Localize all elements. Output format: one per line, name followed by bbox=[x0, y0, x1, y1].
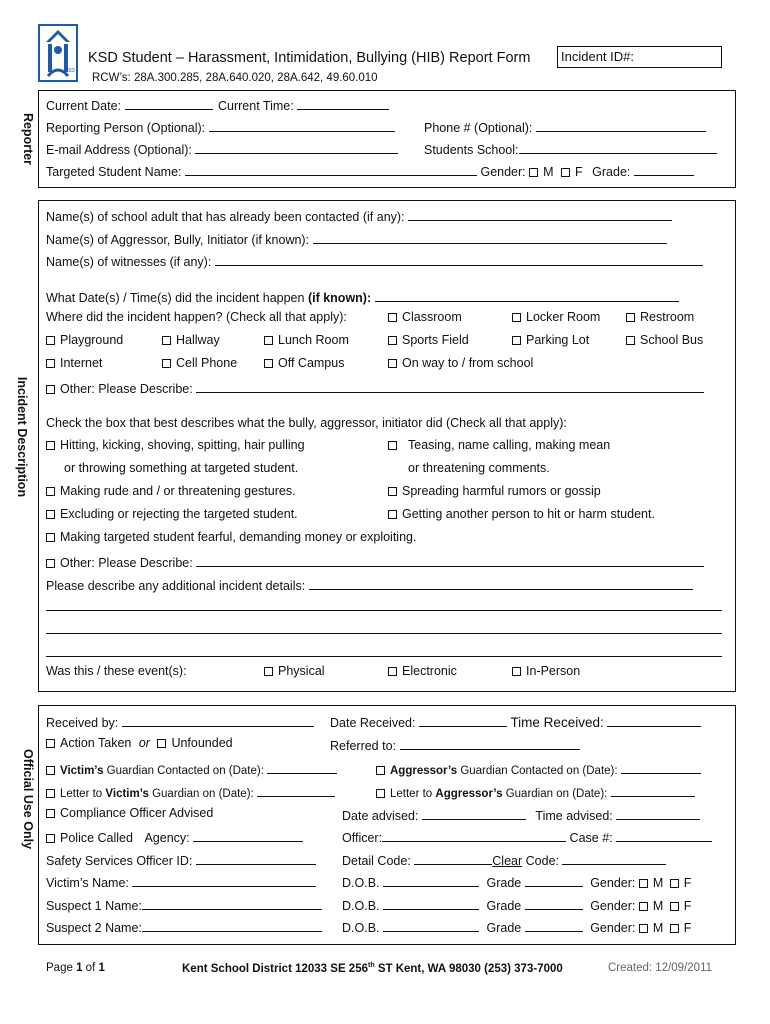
location-checkbox bbox=[264, 336, 273, 345]
location-checkbox bbox=[264, 359, 273, 368]
current-date-row: Current Date: Current Time: bbox=[46, 96, 389, 113]
adult-contacted-field[interactable] bbox=[408, 207, 672, 221]
time-received-field[interactable] bbox=[607, 713, 701, 727]
police-checkbox[interactable] bbox=[46, 834, 55, 843]
event-physical[interactable]: Physical bbox=[264, 664, 325, 678]
time-advised-field[interactable] bbox=[616, 806, 700, 820]
officer-field[interactable] bbox=[382, 828, 566, 842]
additional-line-2[interactable] bbox=[46, 633, 722, 634]
sso-row: Safety Services Officer ID: bbox=[46, 851, 316, 868]
aggressor-row: Name(s) of Aggressor, Bully, Initiator (if known): bbox=[46, 230, 667, 247]
unfounded-checkbox[interactable] bbox=[157, 739, 166, 748]
compliance-row: Compliance Officer Advised bbox=[46, 806, 213, 820]
referred-row: Referred to: bbox=[330, 736, 580, 753]
suspect1-name-field[interactable] bbox=[142, 896, 322, 910]
location-other-checkbox[interactable] bbox=[46, 385, 55, 394]
check-best-label: Check the box that best describes what the bully, aggressor, initiator did (Check all that apply): bbox=[46, 416, 567, 430]
suspect2-gender-f-checkbox[interactable] bbox=[670, 924, 679, 933]
suspect1-dob-field[interactable] bbox=[383, 896, 479, 910]
reporting-person-row: Reporting Person (Optional): bbox=[46, 118, 395, 135]
clear-code-field[interactable] bbox=[562, 851, 666, 865]
behavior-teasing-cont: or threatening comments. bbox=[408, 461, 550, 475]
suspect1-gender-m-checkbox[interactable] bbox=[639, 902, 648, 911]
location-sports-field[interactable]: Sports Field bbox=[388, 333, 469, 347]
officer-row: Officer: Case #: bbox=[342, 828, 712, 845]
location-checkbox bbox=[626, 336, 635, 345]
location-off-campus[interactable]: Off Campus bbox=[264, 356, 344, 370]
location-checkbox bbox=[512, 313, 521, 322]
official-side-label: Official Use Only bbox=[21, 748, 36, 850]
case-field[interactable] bbox=[616, 828, 712, 842]
location-hallway[interactable]: Hallway bbox=[162, 333, 220, 347]
victim-guardian-row: Victim’s Guardian Contacted on (Date): bbox=[46, 760, 337, 777]
location-checkbox bbox=[512, 336, 521, 345]
victim-name-row: Victim’s Name: bbox=[46, 873, 316, 890]
email-row: E-mail Address (Optional): bbox=[46, 140, 398, 157]
suspect1-dob-row: D.O.B. Grade Gender: M F bbox=[342, 896, 691, 913]
location-other-field[interactable] bbox=[196, 379, 704, 393]
referred-to-field[interactable] bbox=[400, 736, 580, 750]
aggressor-field[interactable] bbox=[313, 230, 667, 244]
additional-row: Please describe any additional incident details: bbox=[46, 576, 693, 593]
location-checkbox bbox=[388, 313, 397, 322]
adult-contacted-row: Name(s) of school adult that has already been contacted (if any): bbox=[46, 207, 672, 224]
location-checkbox bbox=[162, 336, 171, 345]
witnesses-field[interactable] bbox=[215, 252, 703, 266]
suspect2-row: Suspect 2 Name: bbox=[46, 918, 322, 935]
location-checkbox bbox=[626, 313, 635, 322]
event-electronic[interactable]: Electronic bbox=[388, 664, 457, 678]
victim-letter-row: Letter to Victim’s Guardian on (Date): bbox=[46, 783, 335, 800]
victim-grade-field[interactable] bbox=[525, 873, 583, 887]
location-checkbox bbox=[388, 359, 397, 368]
gender-m-checkbox[interactable] bbox=[529, 168, 538, 177]
received-by-row: Received by: bbox=[46, 713, 314, 730]
victim-gender-f-checkbox[interactable] bbox=[670, 879, 679, 888]
date-received-row: Date Received: Time Received: bbox=[330, 713, 701, 730]
aggressor-guardian-checkbox[interactable] bbox=[376, 766, 385, 775]
incident-id-label: Incident ID#: bbox=[561, 49, 634, 64]
event-checkbox bbox=[264, 667, 273, 676]
suspect2-dob-row: D.O.B. Grade Gender: M F bbox=[342, 918, 691, 935]
location-checkbox bbox=[46, 359, 55, 368]
location-classroom[interactable]: Classroom bbox=[388, 310, 462, 324]
suspect2-gender-m-checkbox[interactable] bbox=[639, 924, 648, 933]
reporter-side-label: Reporter bbox=[21, 112, 36, 166]
police-row: Police Called Agency: bbox=[46, 828, 303, 845]
behavior-checkbox bbox=[46, 533, 55, 542]
location-parking-lot[interactable]: Parking Lot bbox=[512, 333, 589, 347]
location-way-to-school[interactable]: On way to / from school bbox=[388, 356, 533, 370]
aggressor-guardian-date-field[interactable] bbox=[621, 760, 701, 774]
aggressor-guardian-row: Aggressor’s Guardian Contacted on (Date): bbox=[376, 760, 701, 777]
when-field[interactable] bbox=[375, 288, 679, 302]
date-received-field[interactable] bbox=[419, 713, 507, 727]
when-row: What Date(s) / Time(s) did the incident happen (if known): bbox=[46, 288, 679, 305]
behavior-fearful[interactable]: Making targeted student fearful, demanding money or exploiting. bbox=[46, 530, 416, 544]
suspect1-grade-field[interactable] bbox=[525, 896, 583, 910]
incident-id-box[interactable] bbox=[557, 46, 722, 68]
location-locker-room[interactable]: Locker Room bbox=[512, 310, 600, 324]
witnesses-row: Name(s) of witnesses (if any): bbox=[46, 252, 703, 269]
location-checkbox bbox=[162, 359, 171, 368]
event-checkbox bbox=[512, 667, 521, 676]
suspect2-grade-field[interactable] bbox=[525, 918, 583, 932]
behavior-teasing[interactable]: Teasing, name calling, making mean bbox=[388, 438, 610, 452]
location-checkbox bbox=[46, 336, 55, 345]
location-checkbox bbox=[388, 336, 397, 345]
additional-field[interactable] bbox=[309, 576, 693, 590]
behavior-checkbox bbox=[388, 487, 397, 496]
location-internet[interactable]: Internet bbox=[46, 356, 102, 370]
victim-letter-checkbox[interactable] bbox=[46, 789, 55, 798]
victim-guardian-checkbox[interactable] bbox=[46, 766, 55, 775]
rcw-citation: RCW’s: 28A.300.285, 28A.640.020, 28A.642, 49.60.010 bbox=[92, 72, 378, 84]
behavior-other-checkbox[interactable] bbox=[46, 559, 55, 568]
behavior-other-field[interactable] bbox=[196, 553, 704, 567]
suspect1-gender-f-checkbox[interactable] bbox=[670, 902, 679, 911]
created-date: Created: 12/09/2011 bbox=[608, 962, 713, 974]
location-cell-phone[interactable]: Cell Phone bbox=[162, 356, 237, 370]
school-field[interactable] bbox=[519, 140, 717, 154]
current-date-field[interactable] bbox=[125, 96, 213, 110]
district-address: Kent School District 12033 SE 256th ST Kent, WA 98030 (253) 373-7000 bbox=[182, 962, 563, 975]
victim-letter-date-field[interactable] bbox=[257, 783, 335, 797]
behavior-checkbox bbox=[46, 510, 55, 519]
behavior-getting[interactable]: Getting another person to hit or harm student. bbox=[388, 507, 655, 521]
reporting-person-field[interactable] bbox=[209, 118, 395, 132]
victim-gender-m-checkbox[interactable] bbox=[639, 879, 648, 888]
victim-guardian-date-field[interactable] bbox=[267, 760, 337, 774]
incident-side-label: Incident Description bbox=[15, 376, 30, 498]
page-number: Page 1 of 1 bbox=[46, 962, 105, 974]
compliance-checkbox[interactable] bbox=[46, 809, 55, 818]
behavior-checkbox bbox=[388, 510, 397, 519]
victim-dob-row: D.O.B. Grade Gender: M F bbox=[342, 873, 691, 890]
behavior-checkbox bbox=[46, 441, 55, 450]
detail-code-row: Detail Code: Clear Code: bbox=[342, 851, 666, 868]
sso-id-field[interactable] bbox=[196, 851, 316, 865]
detail-code-field[interactable] bbox=[414, 851, 492, 865]
additional-line-1[interactable] bbox=[46, 610, 722, 611]
aggressor-letter-date-field[interactable] bbox=[611, 783, 695, 797]
targeted-name-field[interactable] bbox=[185, 162, 477, 176]
suspect2-dob-field[interactable] bbox=[383, 918, 479, 932]
behavior-checkbox bbox=[388, 441, 397, 450]
district-logo bbox=[38, 24, 78, 82]
grade-field[interactable] bbox=[634, 162, 694, 176]
aggressor-letter-checkbox[interactable] bbox=[376, 789, 385, 798]
agency-field[interactable] bbox=[193, 828, 303, 842]
svg-text:SD: SD bbox=[68, 68, 75, 74]
location-other-row: Other: Please Describe: bbox=[46, 379, 704, 396]
phone-field[interactable] bbox=[536, 118, 706, 132]
victim-dob-field[interactable] bbox=[383, 873, 479, 887]
suspect2-name-field[interactable] bbox=[142, 918, 322, 932]
location-playground[interactable]: Playground bbox=[46, 333, 123, 347]
date-advised-field[interactable] bbox=[422, 806, 526, 820]
behavior-hitting[interactable]: Hitting, kicking, shoving, spitting, hair pulling bbox=[46, 438, 305, 452]
action-row: Action Taken or Unfounded bbox=[46, 736, 233, 750]
current-time-field[interactable] bbox=[297, 96, 389, 110]
form-title: KSD Student – Harassment, Intimidation, Bullying (HIB) Report Form bbox=[88, 50, 531, 66]
where-label: Where did the incident happen? (Check all that apply): bbox=[46, 310, 347, 324]
aggressor-letter-row: Letter to Aggressor’s Guardian on (Date): bbox=[376, 783, 695, 800]
location-restroom[interactable]: Restroom bbox=[626, 310, 694, 324]
event-in-person[interactable]: In-Person bbox=[512, 664, 580, 678]
school-row: Students School: bbox=[424, 140, 717, 157]
location-school-bus[interactable]: School Bus bbox=[626, 333, 703, 347]
date-advised-row: Date advised: Time advised: bbox=[342, 806, 700, 823]
behavior-excluding[interactable]: Excluding or rejecting the targeted student. bbox=[46, 507, 298, 521]
behavior-gestures[interactable]: Making rude and / or threatening gestures. bbox=[46, 484, 296, 498]
behavior-hitting-cont: or throwing something at targeted student. bbox=[64, 461, 299, 475]
received-by-field[interactable] bbox=[122, 713, 314, 727]
behavior-checkbox bbox=[46, 487, 55, 496]
targeted-row: Targeted Student Name: Gender: M F Grade: bbox=[46, 162, 694, 179]
behavior-rumors[interactable]: Spreading harmful rumors or gossip bbox=[388, 484, 601, 498]
suspect1-row: Suspect 1 Name: bbox=[46, 896, 322, 913]
phone-row: Phone # (Optional): bbox=[424, 118, 706, 135]
victim-name-field[interactable] bbox=[132, 873, 316, 887]
gender-f-checkbox[interactable] bbox=[561, 168, 570, 177]
additional-line-3[interactable] bbox=[46, 656, 722, 657]
email-field[interactable] bbox=[195, 140, 398, 154]
event-checkbox bbox=[388, 667, 397, 676]
behavior-other-row: Other: Please Describe: bbox=[46, 553, 704, 570]
action-taken-checkbox[interactable] bbox=[46, 739, 55, 748]
location-lunch-room[interactable]: Lunch Room bbox=[264, 333, 349, 347]
event-type-label: Was this / these event(s): bbox=[46, 664, 187, 678]
